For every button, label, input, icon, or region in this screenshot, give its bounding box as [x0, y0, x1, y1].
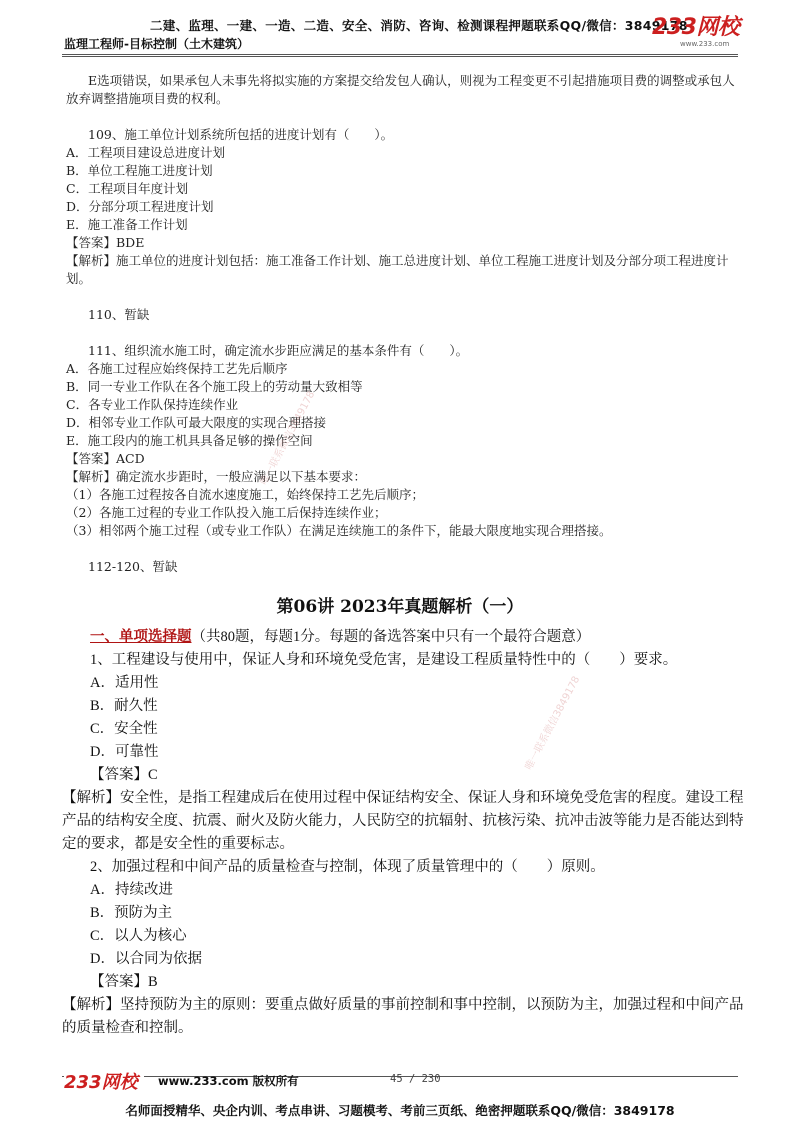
section-heading-label: 一、单项选择题: [90, 629, 192, 645]
logo-subtext: www.233.com: [680, 40, 730, 48]
option-c: C．以人为核心: [90, 928, 187, 944]
section-heading: [90, 626, 750, 649]
option-b: B．单位工程施工进度计划: [66, 163, 213, 178]
option-e: E．施工准备工作计划: [66, 217, 188, 232]
analysis: 【解析】施工单位的进度计划包括：施工准备工作计划、施工总进度计划、单位工程施工进度计划及分部分项工程进度计划。: [66, 253, 729, 286]
analysis: 【解析】坚持预防为主的原则：要重点做好质量的事前控制和事中控制，以预防为主，加强过程和中间产品的质量检查和控制。: [62, 997, 744, 1036]
answer: 【答案】ACD: [66, 451, 145, 466]
upper-content: [66, 72, 746, 576]
question-110: 110、暂缺: [88, 307, 150, 322]
analysis: 【解析】安全性，是指工程建成后在使用过程中保证结构安全、保证人身和环境免受危害的程度。建设工程产品的结构安全度、抗震、耐火及防火能力，人民防空的抗辐射、抗核污染、抗冲击波等能力是否能达到特定的要求，都是安全性的重要标志。: [62, 790, 744, 852]
option-b: B．同一专业工作队在各个施工段上的劳动量大致相等: [66, 379, 363, 394]
option-b: B．预防为主: [90, 905, 173, 921]
lower-content: [62, 626, 750, 1040]
answer: 【答案】B: [90, 974, 158, 990]
header-course-title: 监理工程师-目标控制（土木建筑）: [64, 37, 249, 51]
option-a: A．持续改进: [90, 882, 173, 898]
question-112-120: 112-120、暂缺: [88, 559, 178, 574]
question-1: [62, 649, 750, 856]
question-stem: 109、施工单位计划系统所包括的进度计划有（ ）。: [88, 127, 394, 142]
header-divider-2: [62, 56, 738, 57]
option-e-explanation: E选项错误，如果承包人未事先将拟实施的方案提交给发包人确认，则视为工程变更不引起措施项目费的调整或承包人放弃调整措施项目费的权利。: [66, 73, 735, 106]
option-c: C．安全性: [90, 721, 158, 737]
option-b: B．耐久性: [90, 698, 158, 714]
footer-contact-line: 名师面授精华、央企内训、考点串讲、习题模考、考前三页纸、绝密押题联系QQ/微信：3849178: [125, 1103, 675, 1118]
option-d: D．可靠性: [90, 744, 159, 760]
question-stem: 2、加强过程和中间产品的质量检查与控制，体现了质量管理中的（ ）原则。: [90, 859, 605, 875]
option-d: D．以合同为依据: [90, 951, 202, 967]
analysis-point-1: （1）各施工过程按各自流水速度施工，始终保持工艺先后顺序；: [66, 487, 424, 502]
option-a: A．各施工过程应始终保持工艺先后顺序: [66, 361, 288, 376]
question-109: [66, 126, 746, 288]
section-heading-note: （共80题，每题1分。每题的备选答案中只有一个最符合题意）: [191, 629, 591, 645]
analysis-point-3: （3）相邻两个施工过程（或专业工作队）在满足连续施工的条件下，能最大限度地实现合理搭接。: [66, 523, 612, 538]
page-number: 45 / 230: [390, 1073, 441, 1085]
footer-site[interactable]: www.233.com 版权所有: [158, 1074, 299, 1088]
answer: 【答案】BDE: [66, 235, 145, 250]
question-stem: 1、工程建设与使用中，保证人身和环境免受危害，是建设工程质量特性中的（ ）要求。: [90, 652, 678, 668]
section-title: 第06讲 2023年真题解析（一）: [276, 597, 524, 617]
answer: 【答案】C: [90, 767, 158, 783]
watermark: 唯一联系微信3849178: [523, 674, 583, 773]
footer-logo: 233网校: [64, 1068, 144, 1094]
brand-logo: [652, 16, 742, 50]
question-stem: 111、组织流水施工时，确定流水步距应满足的基本条件有（ ）。: [88, 343, 469, 358]
question-111: [66, 342, 746, 540]
logo-text: 233网校: [652, 15, 740, 40]
watermark: 唯一联系微信3849178: [258, 389, 318, 488]
analysis: 【解析】确定流水步距时，一般应满足以下基本要求：: [66, 469, 367, 484]
option-e: E．施工段内的施工机具具备足够的操作空间: [66, 433, 313, 448]
option-c: C．工程项目年度计划: [66, 181, 189, 196]
header-divider: [62, 54, 738, 55]
option-c: C．各专业工作队保持连续作业: [66, 397, 239, 412]
analysis-point-2: （2）各施工过程的专业工作队投入施工后保持连续作业；: [66, 505, 387, 520]
header-contact-line: 二建、监理、一建、一造、二造、安全、消防、咨询、检测课程押题联系QQ/微信：3849178: [150, 18, 688, 33]
question-2: [62, 856, 750, 1040]
option-a: A．工程项目建设总进度计划: [66, 145, 226, 160]
option-d: D．分部分项工程进度计划: [66, 199, 214, 214]
option-d: D．相邻专业工作队可最大限度的实现合理搭接: [66, 415, 327, 430]
option-a: A．适用性: [90, 675, 159, 691]
